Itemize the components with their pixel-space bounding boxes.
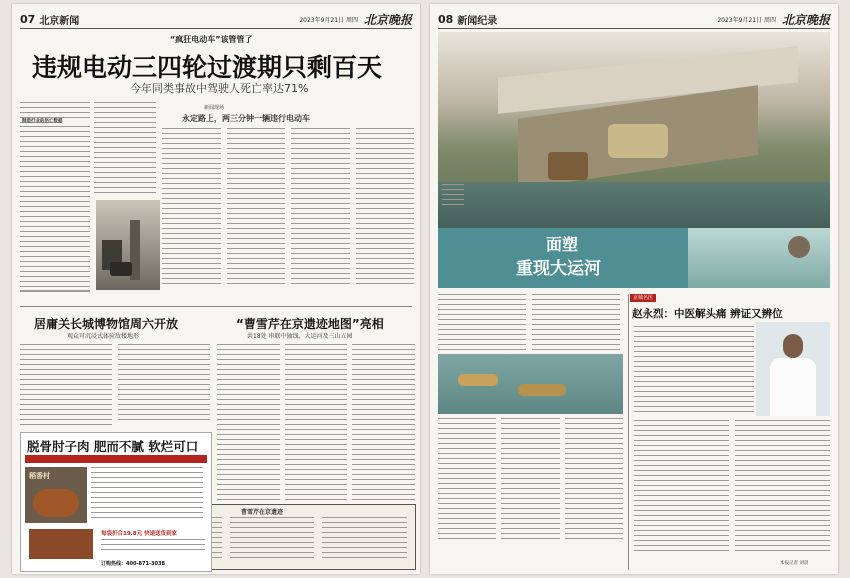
ad-brand: 稻香村 — [29, 472, 50, 480]
masthead: 北京晚报 — [363, 12, 412, 27]
story3-text — [217, 344, 415, 504]
story2-headline: 居庸关长城博物馆周六开放 — [34, 317, 179, 331]
section-tag: 京城名医 — [630, 294, 656, 302]
body-text-col1b — [20, 126, 90, 296]
issue-date: 2023年9月21日 周四 — [717, 16, 776, 24]
side-kicker: 新闻现场 — [204, 105, 225, 111]
section-name: 北京新闻 — [39, 15, 80, 27]
kicker: “疯狂电动车”该管管了 — [170, 35, 253, 44]
page-number: 07 — [20, 12, 36, 26]
story2-text — [20, 344, 210, 426]
side-story-text — [162, 128, 414, 298]
doctor-portrait — [756, 322, 830, 416]
story3-headline: “曹雪芹在京遗迹地图”亮相 — [236, 317, 384, 331]
issue-date: 2023年9月21日 周四 — [299, 16, 358, 24]
story2-subhead: 观众可沉浸式体验敌楼地形 — [67, 333, 140, 340]
street-photo — [96, 200, 160, 290]
ad-product-image — [25, 467, 87, 523]
doctor-article-text — [634, 420, 830, 560]
divider — [20, 306, 412, 307]
page-number: 08 — [438, 12, 454, 26]
boats-model-photo — [438, 354, 623, 414]
section-name: 新闻纪录 — [457, 15, 498, 27]
artist-photo — [688, 228, 830, 288]
doctor-headline: 赵永烈：中医解头痛 辨证又辨位 — [632, 308, 783, 320]
ad-price: 每袋折合19.8元 快递送货到家 — [101, 531, 177, 537]
main-headline: 违规电动三四轮过渡期只剩百天 — [32, 53, 383, 82]
food-advertisement — [20, 432, 212, 572]
ad-headline: 脱骨肘子肉 肥而不腻 软烂可口 — [27, 439, 199, 454]
feature-title-block — [438, 228, 688, 288]
page-header — [438, 10, 830, 29]
story3-subhead: 共18处 串联中轴线、大运河及三山五园 — [247, 333, 353, 340]
dough-sculpture-photo — [438, 32, 830, 228]
photo-caption-left — [442, 184, 464, 214]
page-08 — [430, 4, 838, 574]
page-header — [20, 10, 412, 29]
ad-banner — [25, 455, 207, 463]
ad-text — [91, 467, 203, 523]
ad-phone: 订购热线：400-871-3038 — [101, 561, 165, 567]
column-divider — [628, 294, 629, 570]
doctor-intro-text — [634, 326, 754, 416]
page-07 — [12, 4, 420, 574]
byline: 本报记者 刘晨 — [780, 561, 809, 566]
masthead: 北京晚报 — [781, 12, 830, 27]
feature-title-2: 重现大运河 — [516, 259, 601, 279]
feature-title-1: 面塑 — [546, 235, 579, 254]
main-subhead: 今年同类事故中驾驶人死亡率达71% — [130, 82, 309, 95]
intro-subtitle: 制造行业的伤亡数据 — [22, 119, 63, 124]
map-title: 曹雪芹在京遗迹 — [241, 509, 284, 516]
ad-pork-image — [29, 529, 93, 559]
feature-text-bottom — [438, 418, 623, 570]
side-headline: 永定路上，两三分钟一辆违行电动车 — [182, 114, 310, 123]
